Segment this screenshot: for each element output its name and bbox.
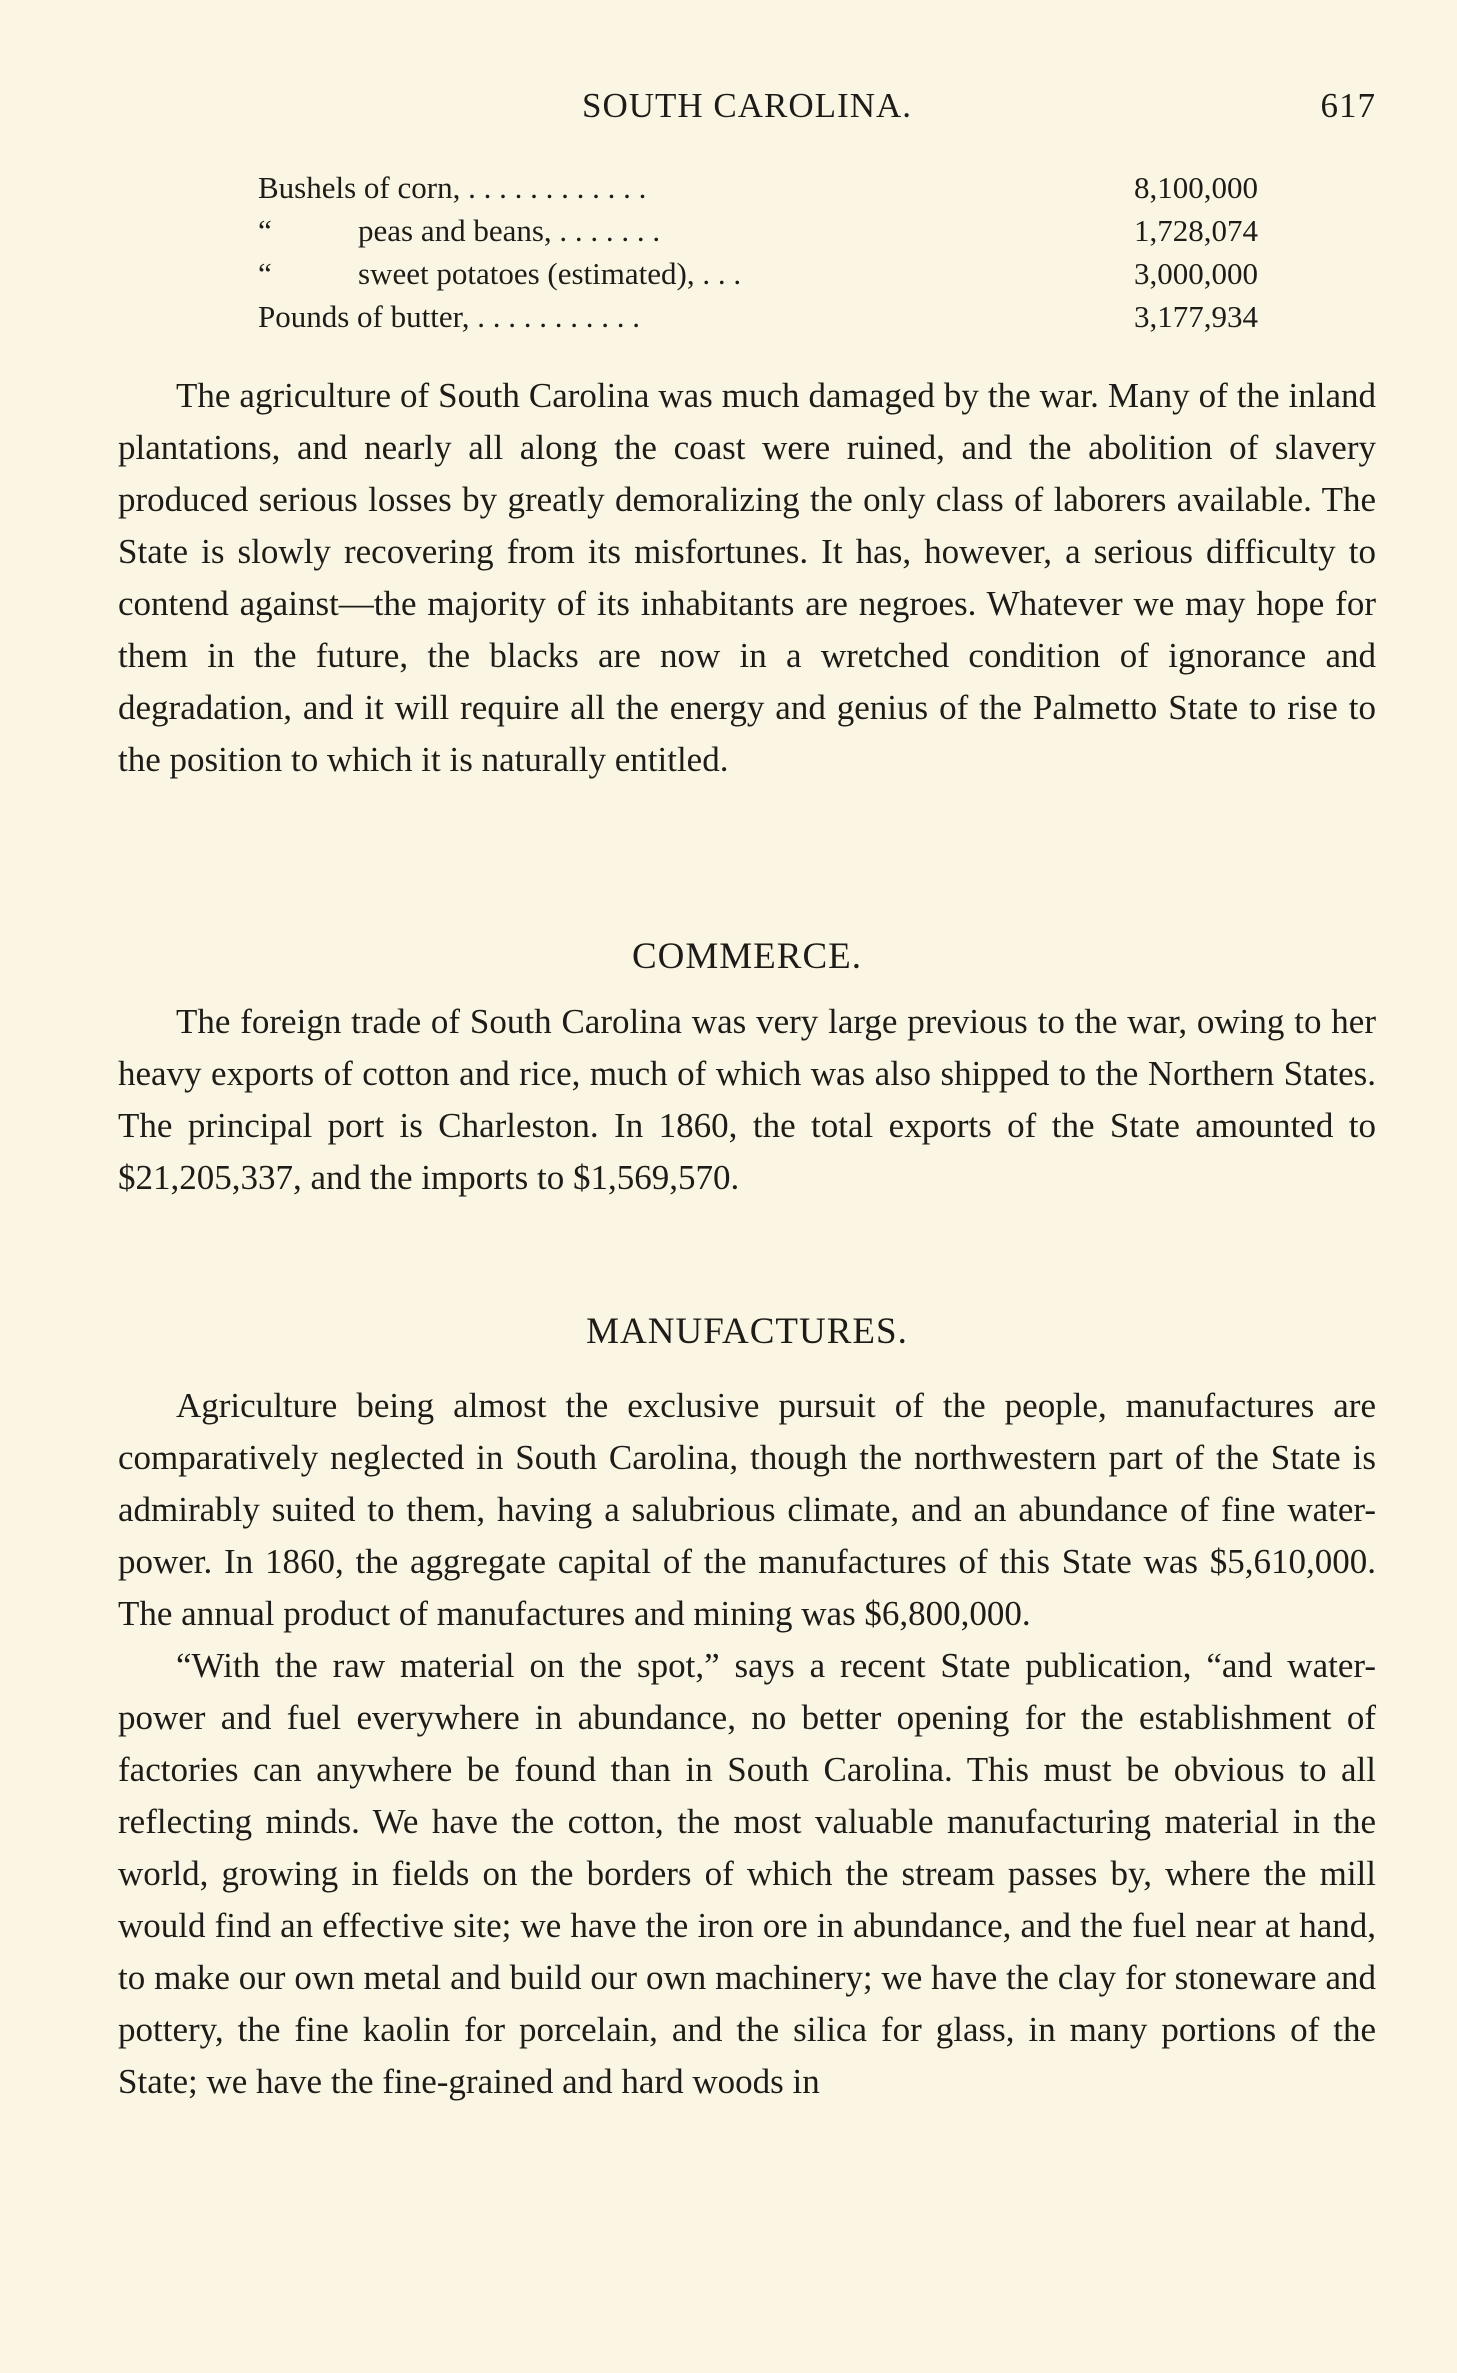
running-title: SOUTH CAROLINA. <box>582 86 912 125</box>
commerce-heading: COMMERCE. <box>631 936 862 977</box>
agriculture-paragraph: The agriculture of South Carolina was much damaged by the war. Many of the inland plantations, and nearly all along the coast were ruined, and the abolition of slavery produced serious losses by greatly demoralizing the only class of laborers available. The State is slowly recovering from its misfortunes. It has, however, a serious difficulty to contend against—the majority of its inhabitants are negroes. Whatever we may hope for them in the future, the blacks are now in a wretched condition of ignorance and degradation, and it will require all the energy and genius of the Palmetto State to rise to the position to which it is naturally entitled. <box>118 376 1376 779</box>
manufactures-quote-paragraph: “With the raw material on the spot,” says a recent State publication, “and water-power and fuel everywhere in abundance, no better opening for the establishment of factories can anywhere be found than in South Carolina. This must be obvious to all reflecting minds. We have the cotton, the most valuable manufacturing material in the world, growing in fields on the borders of which the stream passes by, where the mill would find an effective site; we have the iron ore in abundance, and the fuel near at hand, to make our own metal and build our own machinery; we have the clay for stoneware and pottery, the fine kaolin for porcelain, and the silica for glass, in many portions of the State; we have the fine-grained and hard woods in <box>118 1646 1376 2101</box>
stat-label: sweet potatoes (estimated), . . . <box>358 256 742 291</box>
stat-value: 8,100,000 <box>1134 170 1258 205</box>
stat-value: 3,177,934 <box>1134 299 1258 334</box>
manufactures-paragraph: Agriculture being almost the exclusive pursuit of the people, manufactures are comparatively neglected in South Carolina, though the northwestern part of the State is admirably suited to them, having a salubrious climate, and an abundance of fine water-power. In 1860, the aggregate capital of the manufactures of this State was $5,610,000. The annual product of manufactures and mining was $6,800,000. <box>118 1386 1376 1633</box>
running-head <box>118 86 1376 136</box>
stat-label: Pounds of butter, . . . . . . . . . . . <box>258 299 640 334</box>
manufactures-heading: MANUFACTURES. <box>586 1311 908 1352</box>
manufactures-section <box>118 1380 1376 2108</box>
stat-label: peas and beans, . . . . . . . <box>358 213 661 248</box>
page-number: 617 <box>1320 86 1376 125</box>
stat-row <box>258 252 1258 295</box>
agriculture-section <box>118 370 1376 786</box>
stat-value: 3,000,000 <box>1134 256 1258 291</box>
stat-row <box>258 209 1258 252</box>
stat-row <box>258 166 1258 209</box>
stat-label-row <box>258 252 1018 295</box>
commerce-section <box>118 996 1376 1204</box>
crop-statistics-table <box>258 166 1258 338</box>
ditto-mark: “ <box>258 256 272 291</box>
ditto-mark: “ <box>258 213 272 248</box>
stat-value: 1,728,074 <box>1134 213 1258 248</box>
stat-label: Bushels of corn, . . . . . . . . . . . . <box>258 170 647 205</box>
stat-row <box>258 295 1258 338</box>
stat-label-row <box>258 209 1018 252</box>
commerce-paragraph: The foreign trade of South Carolina was very large previous to the war, owing to her heavy exports of cotton and rice, much of which was also shipped to the Northern States. The principal port is Charleston. In 1860, the total exports of the State amounted to $21,205,337, and the imports to $1,569,570. <box>118 1002 1376 1197</box>
